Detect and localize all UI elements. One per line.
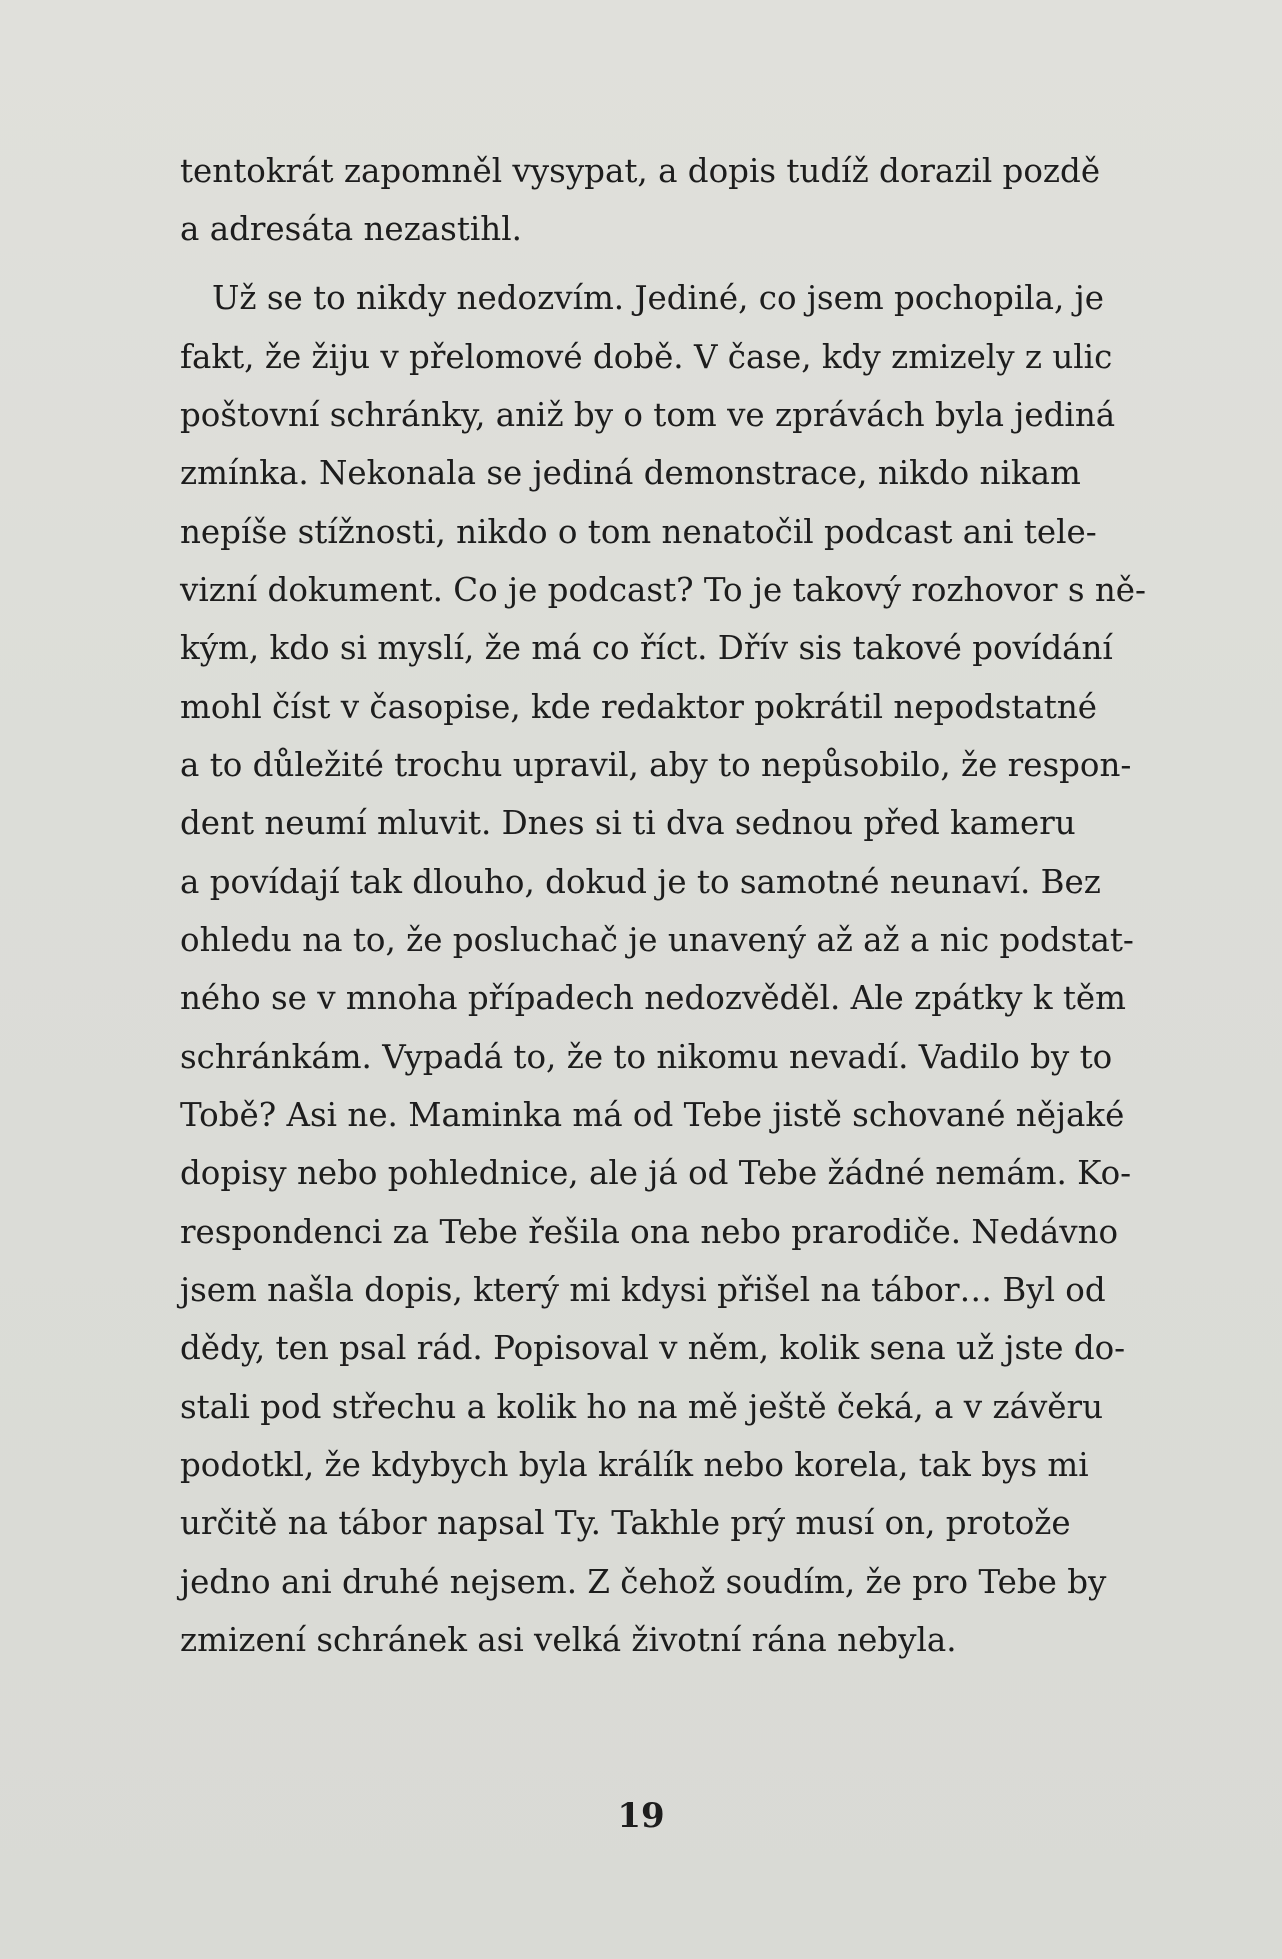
text-line: Už se to nikdy nedozvím. Jediné, co jsem pochopila, je bbox=[212, 279, 1104, 317]
text-line: podotkl, že kdybych byla králík nebo korela, tak bys mi bbox=[180, 1446, 1089, 1484]
text-line: dopisy nebo pohlednice, ale já od Tebe žádné nemám. Ko- bbox=[180, 1154, 1132, 1192]
text-line: a to důležité trochu upravil, aby to nepůsobilo, že respon- bbox=[180, 746, 1132, 784]
text-line: Tobě? Asi ne. Maminka má od Tebe jistě schované nějaké bbox=[180, 1096, 1125, 1134]
text-line: dent neumí mluvit. Dnes si ti dva sednou před kameru bbox=[180, 804, 1076, 842]
text-line: schránkám. Vypadá to, že to nikomu nevadí. Vadilo by to bbox=[180, 1038, 1113, 1076]
text-line: stali pod střechu a kolik ho na mě ještě čeká, a v závěru bbox=[180, 1388, 1104, 1426]
text-line: jedno ani druhé nejsem. Z čehož soudím, že pro Tebe by bbox=[180, 1563, 1107, 1601]
text-line: kým, kdo si myslí, že má co říct. Dřív sis takové povídání bbox=[180, 629, 1113, 667]
text-line: mohl číst v časopise, kde redaktor pokrátil nepodstatné bbox=[180, 688, 1098, 726]
text-line: nepíše stížnosti, nikdo o tom nenatočil podcast ani tele- bbox=[180, 513, 1097, 551]
text-line: zmínka. Nekonala se jediná demonstrace, nikdo nikam bbox=[180, 454, 1081, 492]
text-line: vizní dokument. Co je podcast? To je takový rozhovor s ně- bbox=[180, 571, 1147, 609]
text-line: fakt, že žiju v přelomové době. V čase, kdy zmizely z ulic bbox=[180, 338, 1113, 376]
text-line: určitě na tábor napsal Ty. Takhle prý musí on, protože bbox=[180, 1504, 1071, 1542]
text-line: ného se v mnoha případech nedozvěděl. Ale zpátky k těm bbox=[180, 979, 1126, 1017]
text-line: tentokrát zapomněl vysypat, a dopis tudíž dorazil pozdě bbox=[180, 152, 1101, 190]
text-line: respondenci za Tebe řešila ona nebo prarodiče. Nedávno bbox=[180, 1213, 1119, 1251]
text-line: dědy, ten psal rád. Popisoval v něm, kolik sena už jste do- bbox=[180, 1329, 1126, 1367]
text-line: a povídají tak dlouho, dokud je to samotné neunaví. Bez bbox=[180, 863, 1101, 901]
text-line: jsem našla dopis, který mi kdysi přišel na tábor… Byl od bbox=[180, 1271, 1106, 1309]
text-line: ohledu na to, že posluchač je unavený až až a nic podstat- bbox=[180, 921, 1134, 959]
page-number: 19 bbox=[617, 1796, 665, 1836]
text-line: poštovní schránky, aniž by o tom ve zprávách byla jediná bbox=[180, 396, 1116, 434]
text-line: zmizení schránek asi velká životní rána nebyla. bbox=[180, 1621, 957, 1659]
text-line: a adresáta nezastihl. bbox=[180, 210, 522, 248]
